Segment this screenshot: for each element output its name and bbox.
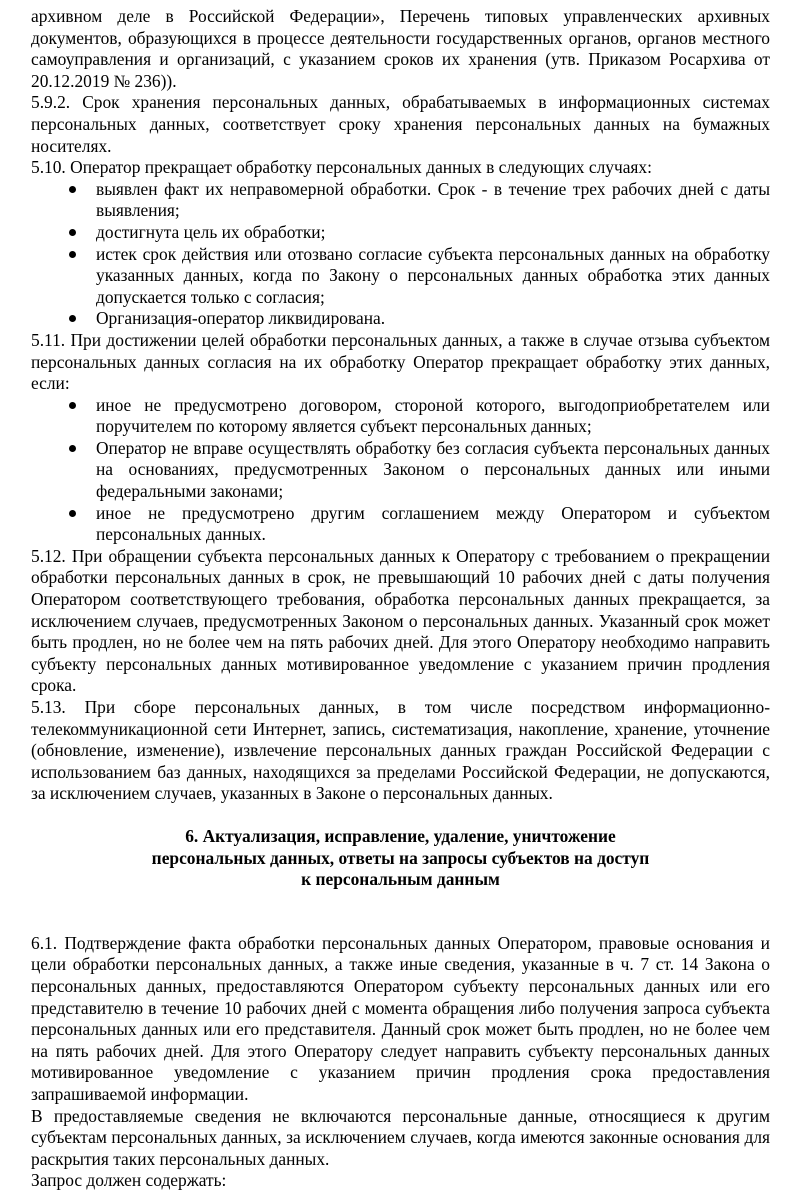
paragraph-5-12: 5.12. При обращении субъекта персональных данных к Оператору с требованием о прекращении обработки персональных данных в срок, не превышающий 10 рабочих дней с даты получения Оператором соответствующего требования, обработка персональных данных прекращается, за исключением случаев, предусмотренных Законом о персональных данных. Указанный срок может быть продлен, но не более чем на пять рабочих дней. Для этого Оператору необходимо направить субъекту персональных данных мотивированное уведомление с указанием причин продления срока. [31,545,770,696]
list-5-11 [31,395,770,546]
list-item: достигнута цель их обработки; [31,222,770,244]
list-item: иное не предусмотрено договором, стороной которого, выгодоприобретателем или поручителем по которому является субъект персональных данных; [31,395,770,438]
list-item: истек срок действия или отозвано согласие субъекта персональных данных на обработку указанных данных, когда по Закону о персональных данных обработка этих данных допускается только с согласия; [31,244,770,309]
bullet-icon [69,445,76,452]
list-item: Организация-оператор ликвидирована. [31,308,770,330]
bullet-icon [69,229,76,236]
paragraph-5-10: 5.10. Оператор прекращает обработку персональных данных в следующих случаях: [31,157,652,178]
bullet-icon [69,402,76,409]
heading-line: к персональным данным [301,869,500,890]
paragraph-5-9-2: 5.9.2. Срок хранения персональных данных, обрабатываемых в информационных системах персональных данных, соответствует сроку хранения персональных данных на бумажных носителях. [31,92,770,156]
bullet-icon [69,510,76,517]
bullet-icon [69,251,76,258]
document-page [31,6,770,1192]
paragraph-request-contents: Запрос должен содержать: [31,1170,227,1191]
bullet-icon [69,186,76,193]
paragraph-exclusion: В предоставляемые сведения не включаются персональные данные, относящиеся к другим субъектам персональных данных, за исключением случаев, когда имеются законные основания для раскрытия таких персональных данных. [31,1105,770,1169]
heading-line: персональных данных, ответы на запросы субъектов на доступ [151,847,650,868]
list-item: иное не предусмотрено другим соглашением между Оператором и субъектом персональных данных. [31,503,770,546]
paragraph-archive-reference: архивном деле в Российской Федерации», Перечень типовых управленческих архивных документов, образующихся в процессе деятельности государственных органов, органов местного самоуправления и организаций, с указанием сроков их хранения (утв. Приказом Росархива от 20.12.2019 № 236)). [31,6,770,91]
heading-line: 6. Актуализация, исправление, удаление, уничтожение [185,825,616,846]
list-5-10 [31,179,770,330]
list-item: выявлен факт их неправомерной обработки. Срок - в течение трех рабочих дней с даты выявления; [31,179,770,222]
list-item: Оператор не вправе осуществлять обработку без согласия субъекта персональных данных на основаниях, предусмотренных Законом о персональных данных или иными федеральными законами; [31,438,770,503]
paragraph-5-11: 5.11. При достижении целей обработки персональных данных, а также в случае отзыва субъектом персональных данных согласия на их обработку Оператор прекращает обработку этих данных, если: [31,329,770,394]
section-6-heading [31,826,770,891]
bullet-icon [69,315,76,322]
paragraph-6-1: 6.1. Подтверждение факта обработки персональных данных Оператором, правовые основания и цели обработки персональных данных, а также иные сведения, указанные в ч. 7 ст. 14 Закона о персональных данных, предоставляются Оператором субъекту персональных данных или его представителю в течение 10 рабочих дней с момента обращения либо получения запроса субъекта персональных данных или его представителя. Данный срок может быть продлен, но не более чем на пять рабочих дней. Для этого Оператору следует направить субъекту персональных данных мотивированное уведомление с указанием причин продления срока предоставления запрашиваемой информации. [31,932,770,1104]
paragraph-5-13: 5.13. При сборе персональных данных, в том числе посредством информационно-телекоммуникационной сети Интернет, запись, систематизация, накопление, хранение, уточнение (обновление, изменение), извлечение персональных данных граждан Российской Федерации с использованием баз данных, находящихся за пределами Российской Федерации, не допускаются, за исключением случаев, указанных в Законе о персональных данных. [31,697,770,804]
